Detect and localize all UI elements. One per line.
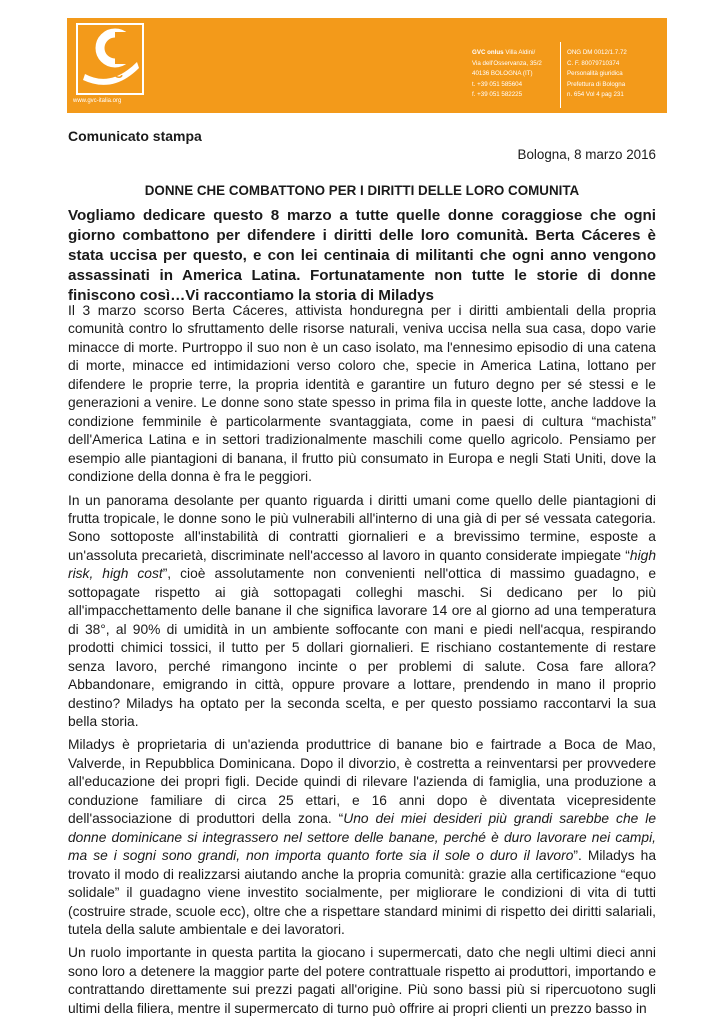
reg-line: ONG DM 0012/1.7.72: [567, 49, 627, 56]
reg-line: Prefettura di Bologna: [567, 80, 626, 88]
press-release-title: DONNE CHE COMBATTONO PER I DIRITTI DELLE LORO COMUNITA: [144, 183, 580, 198]
registration-block: [567, 48, 662, 101]
paragraph-1: Il 3 marzo scorso Berta Cáceres, attivista honduregna per i diritti ambientali della propria comunità contro lo sfruttamento delle risorse naturali, veniva uccisa nella sua casa, dopo varie minacce di morte. Purtroppo il suo non è un caso isolato, ma l'ennesimo episodio di una catena di morte, minacce ed intimidazioni verso coloro che, specie in America Latina, lottano per difendere le proprie terre, la propria identità e garantire un futuro degno per sé stessi e le generazioni a venire. Le donne sono state spesso in prima fila in queste lotte, anche laddove la condizione femminile è particolarmente svantaggiata, come in paesi di cultura “machista” dell'America Latina e in settori tradizionalmente maschili come quello agricolo. Pensiamo per esempio alle piantagioni di banana, il frutto più consumato in Europa e negli Stati Uniti, dove la condizione della donna è fra le peggiori.: [68, 303, 656, 485]
reg-line: C. F. 80079710374: [567, 59, 620, 67]
org-phone: t. +39 051 585604: [472, 80, 523, 88]
paragraph-2: In un panorama desolante per quanto riguarda i diritti umani come quello delle piantagioni di frutta tropicale, le donne sono le più vulnerabili all'interno di una già di per sé vessata categoria. Sono sottoposte all'instabilità di contratti giornalieri e a brevissimo termine, esposte a un'assoluta precarietà, discriminate nell'accesso al lavoro in quanto considerate impiegate “high risk, high cost”, cioè assolutamente non convenienti nell'ottica di massimo guadagno, e sottopagate rispetto ai già sottopagati colleghi maschi. Si dedicano per lo più all'impacchettamento delle banane il che significa lavorare 14 ore al giorno ad una temperatura di 38°, al 90% di umidità in un ambiente soffocante con mani e piedi nell'acqua, respirando prodotti chimici tossici, il tutto per 5 dollari giornalieri. E rischiano costantemente di restare senza lavoro, perché rimangono incinte o per problemi di salute. Cosa fare allora? Abbandonare, emigrando in città, oppure provare a lottare, prendendo in mano il proprio destino? Miladys ha optato per la seconda scelta, e per questo possiamo raccontarvi la sua bella storia.: [68, 492, 656, 729]
banner-divider: [560, 42, 561, 108]
gvc-logo-icon: [75, 22, 147, 110]
paragraph-3: Miladys è proprietaria di un'azienda produttrice di banane bio e fairtrade a Boca de Mao, Valverde, in Repubblica Dominicana. Dopo il divorzio, è costretta a reinventarsi per provvedere all'educazione dei propri figli. Decide quindi di rilevare l'azienda di famiglia, una produzione a conduzione familiare di circa 25 ettari, e 16 anni dopo è diventata vicepresidente dell'associazione di produttori della zona. “Uno dei miei desideri più grandi sarebbe che le donne dominicane si integrassero nel settore delle banane, perché è duro lavorare nei campi, ma se i sogni sono grandi, non importa quanto forte sia il sole o duro il lavoro”. Miladys ha trovato il modo di realizzarsi aiutando anche la propria comunità: grazie alla certificazione “equo solidale” il guadagno viene investito socialmente, per migliorare le condizioni di vita di tutti (costruire strade, scuole ecc), oltre che a rispettare standard minimi di rispetto dei diritti salariali, tutela della salute ambientale e dei lavoratori.: [68, 737, 656, 937]
italic-quote: high risk, high cost: [68, 547, 656, 582]
org-line: Via dell'Osservanza, 35/2: [472, 59, 542, 67]
website-url[interactable]: www.gvc-italia.org: [73, 98, 122, 104]
paragraph-4: Un ruolo importante in questa partita la giocano i supermercati, dato che negli ultimi dieci anni sono loro a detenere la maggior parte del potere contrattuale rispetto ai produttori, importando e contrattando direttamente sui prezzi pagati all'origine. Più sono bassi più si ripercuotono sugli ultimi della filiera, mentre il supermercato di turno può offrire ai propri clienti un prezzo basso in: [68, 945, 656, 1016]
reg-line: n. 654 Vol 4 pag 231: [567, 91, 624, 99]
org-name: GVC onlus: [472, 49, 504, 56]
document-heading: Comunicato stampa: [68, 128, 202, 144]
lead-paragraph: Vogliamo dedicare questo 8 marzo a tutte quelle donne coraggiose che ogni giorno combattono per difendere i diritti delle loro comunità. Berta Cáceres è stata uccisa per questo, e con lei centinaia di militanti che ogni anno vengono assassinati in America Latina. Fortunatamente non tutte le storie di donne finiscono così…Vi raccontiamo la storia di Miladys: [68, 207, 656, 304]
reg-line: Personalità giuridica: [567, 70, 623, 78]
italic-quote: Uno dei miei desideri più grandi sarebbe che le donne dominicane si integrassero nel settore delle banane, perché è duro lavorare nei campi, ma se i sogni sono grandi, non importa quanto forte sia il sole o duro il lavoro: [68, 811, 656, 864]
org-line: 40136 BOLOGNA (IT): [472, 70, 533, 78]
body-text: [68, 302, 656, 1023]
letterhead-banner: [67, 18, 667, 113]
dateline: Bologna, 8 marzo 2016: [517, 147, 656, 162]
logo-wordmark: GVC: [95, 66, 124, 81]
org-address-block: [472, 48, 554, 101]
org-fax: f. +39 051 582225: [472, 91, 523, 99]
org-line: GVC onlus Villa Aldini/: [472, 49, 536, 56]
